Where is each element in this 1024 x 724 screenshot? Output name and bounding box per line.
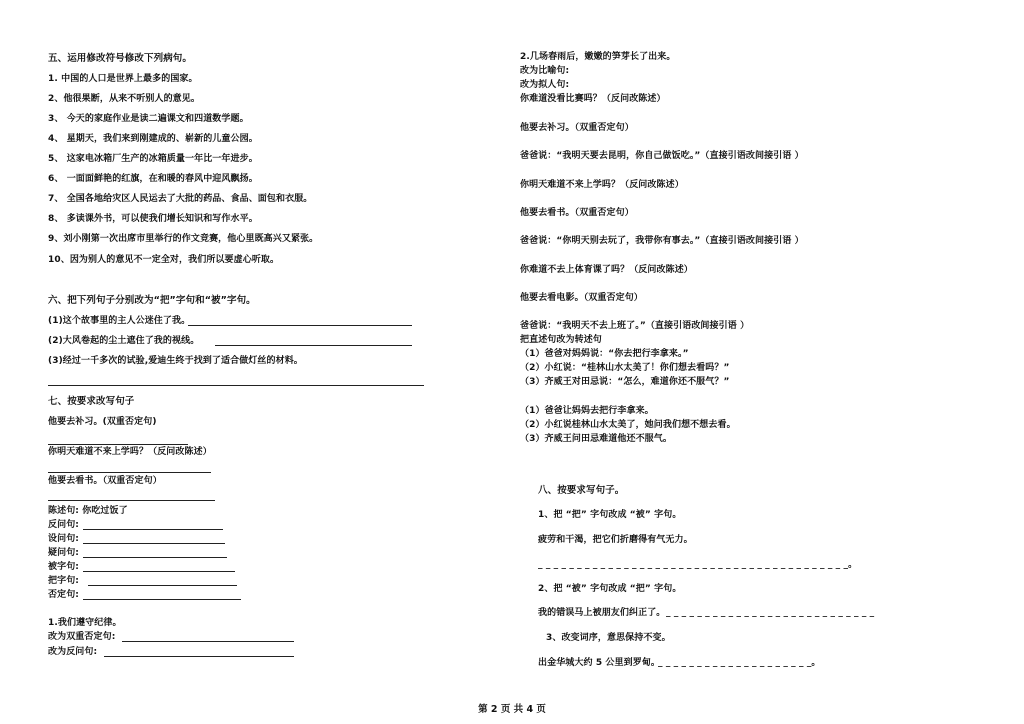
- sec8-c1-blank[interactable]: _ _ _ _ _ _ _ _ _ _ _ _ _ _ _ _ _ _ _ _。: [658, 658, 821, 668]
- right-line-5: 他要去补习。（双重否定句）: [520, 123, 634, 133]
- right-line-9: 爸爸说：“你明天别去玩了，我带你有事去。”（直接引语改间接引语 ）: [520, 236, 804, 246]
- sec8-a1: 疲劳和干渴，把它们折磨得有气无力。: [538, 535, 693, 545]
- right-line-6: 爸爸说：“我明天要去昆明，你自己做饭吃。”（直接引语改间接引语 ）: [520, 151, 804, 161]
- sec7-q4: 1.我们遵守纪律。: [48, 618, 122, 628]
- section-7-title: 七、按要求改写句子: [48, 396, 135, 407]
- form-label-rhetorical: 反问句:: [48, 520, 79, 530]
- sec6-item-2: (2)大风卷起的尘土遮住了我的视线。: [48, 336, 200, 346]
- answer-line[interactable]: [48, 500, 215, 501]
- sec5-item-10: 10、因为别人的意见不一定全对，我们所以要虚心听取。: [48, 255, 280, 265]
- sec8-c: 3、改变词序，意思保持不变。: [546, 633, 671, 643]
- sec5-item-1: 1. 中国的人口是世界上最多的国家。: [48, 74, 198, 84]
- section-5-title: 五、运用修改符号修改下列病句。: [48, 53, 193, 64]
- sec5-item-2: 2、他很果断，从来不听别人的意见。: [48, 94, 200, 104]
- answer-line[interactable]: [215, 345, 412, 346]
- sec5-item-6: 6、 一面面鲜艳的红旗，在和暖的春风中迎风飘扬。: [48, 174, 258, 184]
- answer-line[interactable]: [48, 472, 211, 473]
- answer-line[interactable]: [88, 585, 237, 586]
- answer-line[interactable]: [104, 656, 294, 657]
- answer-line[interactable]: [48, 385, 424, 386]
- form-label-self-question: 设问句:: [48, 534, 79, 544]
- sec7-q1: 他要去补习。(双重否定句): [48, 417, 157, 427]
- right-line-18: （2）小红说桂林山水太美了，她问我们想不想去看。: [520, 420, 736, 430]
- right-line-13: 把直述句改为转述句: [520, 335, 602, 345]
- answer-line[interactable]: [188, 325, 412, 326]
- sec8-c1: 出金华城大约 5 公里到罗甸。: [538, 658, 661, 668]
- page-footer: 第 2 页 共 4 页: [478, 704, 546, 715]
- form-label-negative: 否定句:: [48, 590, 79, 600]
- sec5-item-9: 9、刘小刚第一次出席市里举行的作文竞赛，他心里既高兴又紧张。: [48, 234, 319, 244]
- sec5-item-5: 5、 这家电冰箱厂生产的冰箱质量一年比一年进步。: [48, 154, 258, 164]
- form-label-bei: 被字句:: [48, 562, 79, 572]
- right-line-14: （1）爸爸对妈妈说：“你去把行李拿来。”: [520, 349, 689, 359]
- answer-line[interactable]: [83, 543, 225, 544]
- sec8-b: 2、把 “被” 字句改成 “把” 字句。: [538, 584, 682, 594]
- section-8-title: 八、按要求写句子。: [538, 485, 625, 496]
- sec7-q3: 他要去看书。（双重否定句）: [48, 476, 162, 486]
- answer-line[interactable]: [83, 599, 241, 600]
- sec5-item-3: 3、 今天的家庭作业是读二遍课文和四道数学题。: [48, 114, 249, 124]
- right-line-16: （3）齐威王对田忌说：“怎么，难道你还不服气？”: [520, 377, 730, 387]
- sec8-a: 1、把 “把” 字句改成 “被” 字句。: [538, 510, 682, 520]
- sec7-q4-double-negative: 改为双重否定句:: [48, 632, 116, 642]
- sec5-item-4: 4、 星期天，我们来到刚建成的、崭新的儿童公园。: [48, 134, 258, 144]
- form-label-ba: 把字句:: [48, 576, 79, 586]
- answer-line[interactable]: [83, 571, 235, 572]
- right-line-2: 改为比喻句:: [520, 66, 570, 76]
- right-line-1: 2.几场春雨后，嫩嫩的笋芽长了出来。: [520, 52, 676, 62]
- sec8-b1: 我的错误马上被朋友们纠正了。: [538, 608, 666, 618]
- section-6-title: 六、把下列句子分别改为“把”字句和“被”字句。: [48, 295, 256, 306]
- right-line-19: （3）齐威王问田忌难道他还不服气。: [520, 434, 672, 444]
- right-line-11: 他要去看电影。（双重否定句）: [520, 293, 643, 303]
- right-line-17: （1）爸爸让妈妈去把行李拿来。: [520, 406, 654, 416]
- right-line-12: 爸爸说：“我明天不去上班了。”（直接引语改间接引语 ）: [520, 321, 750, 331]
- right-line-8: 他要去看书。（双重否定句）: [520, 208, 634, 218]
- sec7-q4-rhetorical: 改为反问句:: [48, 647, 98, 657]
- right-line-7: 你明天难道不来上学吗？（反问改陈述）: [520, 180, 684, 190]
- sec5-item-7: 7、 全国各地给灾区人民运去了大批的药品、食品、面包和衣服。: [48, 194, 313, 204]
- answer-line[interactable]: [83, 529, 223, 530]
- sec6-item-1: (1)这个故事里的主人公迷住了我。: [48, 316, 191, 326]
- right-line-10: 你难道不去上体育课了吗？（反问改陈述）: [520, 265, 693, 275]
- sec7-q2: 你明天难道不来上学吗？（反问改陈述）: [48, 447, 212, 457]
- sec8-a1-blank[interactable]: _ _ _ _ _ _ _ _ _ _ _ _ _ _ _ _ _ _ _ _ _ _ _ _ _ _ _ _ _ _ _ _ _ _ _ _ _ _ _ _。: [538, 560, 858, 570]
- answer-line[interactable]: [48, 444, 188, 445]
- sec8-b1-blank[interactable]: _ _ _ _ _ _ _ _ _ _ _ _ _ _ _ _ _ _ _ _ _ _ _ _ _ _ _: [666, 608, 875, 618]
- answer-line[interactable]: [122, 641, 294, 642]
- sec5-item-8: 8、 多读课外书，可以使我们增长知识和写作水平。: [48, 214, 258, 224]
- form-label-question: 疑问句:: [48, 548, 79, 558]
- sec7-base-sentence: 陈述句: 你吃过饭了: [48, 506, 128, 516]
- right-line-3: 改为拟人句:: [520, 80, 570, 90]
- right-line-15: （2）小红说：“桂林山水太美了！你们想去看吗？”: [520, 363, 730, 373]
- sec6-item-3: (3)经过一千多次的试验,爱迪生终于找到了适合做灯丝的材料。: [48, 356, 303, 366]
- answer-line[interactable]: [83, 557, 227, 558]
- right-line-4: 你难道没看比赛吗？（反问改陈述）: [520, 94, 666, 104]
